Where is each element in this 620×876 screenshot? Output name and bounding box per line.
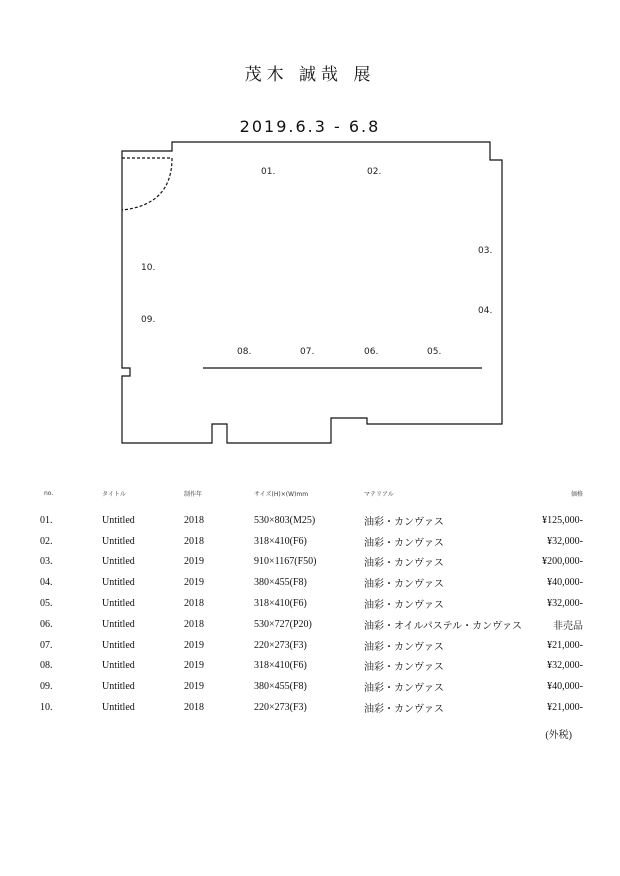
header-price: 価格: [570, 490, 583, 498]
plan-label-01: 01.: [261, 167, 276, 177]
cell-year: 2018: [184, 702, 204, 714]
cell-size: 910×1167(F50): [254, 556, 317, 568]
cell-year: 2019: [184, 556, 204, 568]
cell-price: 非売品: [553, 620, 583, 632]
cell-year: 2019: [184, 681, 204, 693]
exhibition-dates: 2019.6.3 - 6.8: [239, 117, 381, 136]
tax-note: (外税): [545, 730, 572, 741]
cell-year: 2019: [184, 660, 204, 672]
cell-size: 380×455(F8): [254, 577, 307, 589]
cell-price: ¥21,000-: [547, 639, 583, 651]
cell-material: 油彩・カンヴァス: [364, 641, 444, 653]
cell-price: ¥40,000-: [547, 577, 583, 589]
works-table: [28, 488, 583, 718]
table-row: [28, 531, 583, 552]
plan-label-05: 05.: [427, 347, 442, 357]
cell-no: 01.: [40, 514, 53, 526]
cell-price: ¥32,000-: [547, 598, 583, 610]
cell-no: 02.: [40, 535, 53, 547]
cell-size: 380×455(F8): [254, 681, 307, 693]
header-no: no.: [44, 489, 54, 497]
cell-price: ¥125,000-: [542, 514, 583, 526]
cell-title: Untitled: [102, 598, 135, 610]
cell-year: 2019: [184, 577, 204, 589]
cell-size: 318×410(F6): [254, 598, 307, 610]
cell-year: 2018: [184, 598, 204, 610]
cell-no: 07.: [40, 639, 53, 651]
cell-material: 油彩・カンヴァス: [364, 558, 444, 570]
plan-label-10: 10.: [141, 263, 156, 273]
cell-title: Untitled: [102, 535, 135, 547]
cell-material: 油彩・カンヴァス: [364, 516, 444, 528]
table-row: [28, 510, 583, 531]
plan-label-07: 07.: [300, 347, 315, 357]
table-row: [28, 656, 583, 677]
cell-material: 油彩・カンヴァス: [364, 662, 444, 674]
cell-title: Untitled: [102, 681, 135, 693]
cell-size: 318×410(F6): [254, 660, 307, 672]
cell-title: Untitled: [102, 577, 135, 589]
plan-label-08: 08.: [237, 347, 252, 357]
exhibition-title: 茂木 誠哉 展: [244, 65, 376, 85]
cell-price: ¥21,000-: [547, 702, 583, 714]
door-swing: [122, 158, 172, 210]
table-header-row: [28, 488, 583, 510]
cell-material: 油彩・オイルパステル・カンヴァス: [364, 620, 522, 632]
header-title: タイトル: [102, 490, 126, 498]
cell-size: 530×727(P20): [254, 618, 312, 630]
floor-plan-walls: [122, 142, 502, 443]
cell-no: 03.: [40, 556, 53, 568]
cell-size: 220×273(F3): [254, 702, 307, 714]
cell-size: 220×273(F3): [254, 639, 307, 651]
cell-size: 318×410(F6): [254, 535, 307, 547]
cell-price: ¥40,000-: [547, 681, 583, 693]
cell-title: Untitled: [102, 618, 135, 630]
cell-year: 2019: [184, 639, 204, 651]
plan-label-04: 04.: [478, 306, 493, 316]
plan-label-02: 02.: [367, 167, 382, 177]
cell-year: 2018: [184, 535, 204, 547]
table-row: [28, 614, 583, 635]
cell-material: 油彩・カンヴァス: [364, 579, 444, 591]
cell-title: Untitled: [102, 702, 135, 714]
cell-price: ¥200,000-: [542, 556, 583, 568]
cell-price: ¥32,000-: [547, 660, 583, 672]
cell-title: Untitled: [102, 639, 135, 651]
cell-year: 2018: [184, 618, 204, 630]
table-row: [28, 552, 583, 573]
table-row: [28, 676, 583, 697]
cell-no: 08.: [40, 660, 53, 672]
cell-no: 04.: [40, 577, 53, 589]
cell-no: 05.: [40, 598, 53, 610]
header-year: 制作年: [184, 490, 203, 498]
cell-title: Untitled: [102, 660, 135, 672]
cell-material: 油彩・カンヴァス: [364, 600, 444, 612]
header-material: マテリアル: [364, 490, 394, 498]
table-row: [28, 635, 583, 656]
cell-material: 油彩・カンヴァス: [364, 683, 444, 695]
cell-no: 09.: [40, 681, 53, 693]
table-row: [28, 572, 583, 593]
cell-material: 油彩・カンヴァス: [364, 704, 444, 716]
cell-title: Untitled: [102, 514, 135, 526]
plan-label-09: 09.: [141, 315, 156, 325]
table-row: [28, 697, 583, 718]
cell-material: 油彩・カンヴァス: [364, 537, 444, 549]
cell-title: Untitled: [102, 556, 135, 568]
cell-no: 06.: [40, 618, 53, 630]
cell-size: 530×803(M25): [254, 514, 316, 526]
cell-no: 10.: [40, 702, 53, 714]
header-size: サイズ(H)×(W)mm: [254, 490, 309, 498]
cell-price: ¥32,000-: [547, 535, 583, 547]
plan-label-03: 03.: [478, 246, 493, 256]
cell-year: 2018: [184, 514, 204, 526]
table-row: [28, 593, 583, 614]
plan-label-06: 06.: [364, 347, 379, 357]
